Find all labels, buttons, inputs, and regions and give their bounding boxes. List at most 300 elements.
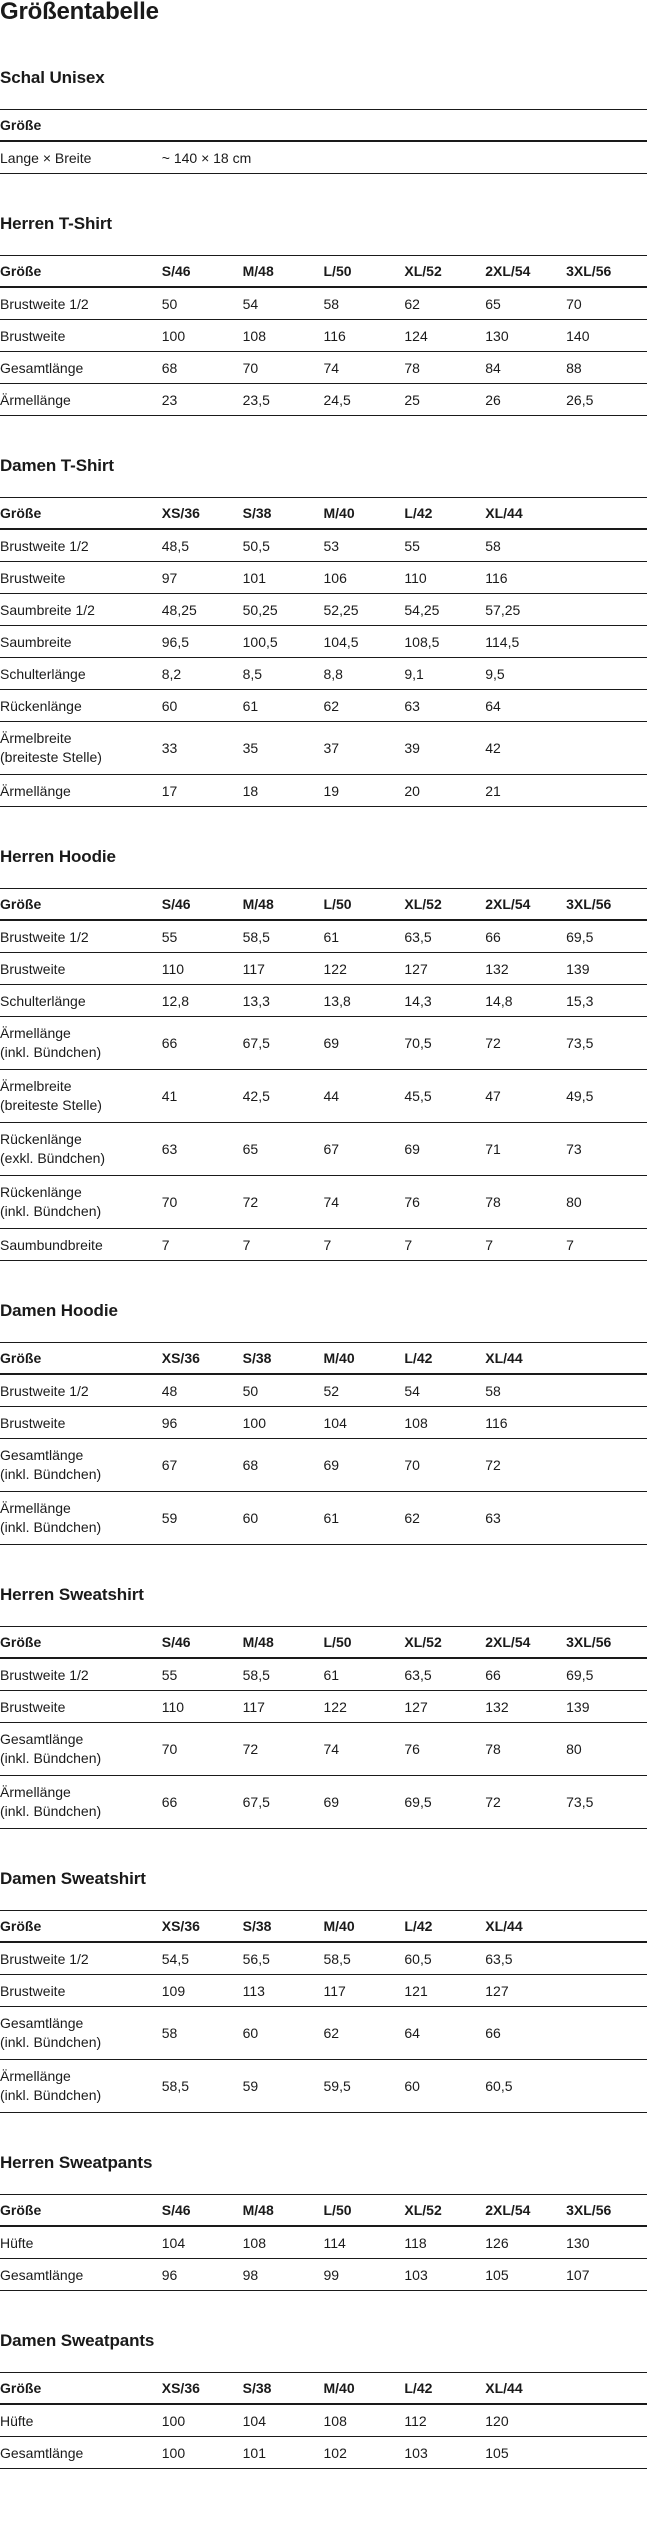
- cell-empty: [566, 2437, 647, 2469]
- table-row: [0, 920, 647, 953]
- cell-value: 108: [243, 320, 324, 352]
- cell-value: 88: [566, 352, 647, 384]
- cell-value: 35: [243, 722, 324, 775]
- cell-value: 73: [566, 1123, 647, 1176]
- cell-value: 74: [324, 352, 405, 384]
- cell-value: 114,5: [485, 626, 566, 658]
- cell-value: 61: [243, 690, 324, 722]
- cell-value: 104: [324, 1407, 405, 1439]
- size-table: [0, 1342, 647, 1545]
- cell-value: 24,5: [324, 384, 405, 416]
- header-size: S/38: [243, 1343, 324, 1375]
- header-size: 3XL/56: [566, 2195, 647, 2227]
- cell-value: 58,5: [162, 2060, 243, 2113]
- header-size: M/40: [324, 1343, 405, 1375]
- row-label: Rückenlänge (inkl. Bündchen): [0, 1176, 162, 1229]
- header-size: L/50: [324, 889, 405, 921]
- cell-value: 54,25: [404, 594, 485, 626]
- table-header-row: [0, 889, 647, 921]
- section-damen-sweatpants: [0, 2331, 647, 2469]
- header-size: XL/52: [404, 256, 485, 288]
- cell-value: 12,8: [162, 985, 243, 1017]
- cell-value: 59,5: [324, 2060, 405, 2113]
- cell-value: 60: [162, 690, 243, 722]
- row-label: Saumbundbreite: [0, 1229, 162, 1261]
- cell-value: 60: [243, 1492, 324, 1545]
- cell-value: 139: [566, 1691, 647, 1723]
- cell-empty: [566, 2007, 647, 2060]
- cell-value: 49,5: [566, 1070, 647, 1123]
- header-size: XS/36: [162, 498, 243, 530]
- cell-value: 67,5: [243, 1017, 324, 1070]
- table-header-row: [0, 498, 647, 530]
- cell-value: 78: [485, 1176, 566, 1229]
- cell-value: 50,5: [243, 529, 324, 562]
- header-label: Größe: [0, 889, 162, 921]
- row-label: Gesamtlänge: [0, 2259, 162, 2291]
- table-row: [0, 1176, 647, 1229]
- cell-value: 104,5: [324, 626, 405, 658]
- cell-value: 78: [404, 352, 485, 384]
- size-table: [0, 2372, 647, 2469]
- row-label: Gesamtlänge: [0, 2437, 162, 2469]
- header-size: XS/36: [162, 1343, 243, 1375]
- header-label: Größe: [0, 2195, 162, 2227]
- cell-value: 55: [162, 920, 243, 953]
- row-label: Brustweite 1/2: [0, 1374, 162, 1407]
- header-size: M/48: [243, 256, 324, 288]
- cell-value: 99: [324, 2259, 405, 2291]
- cell-value: 54: [404, 1374, 485, 1407]
- table-row: [0, 1229, 647, 1261]
- table-row: [0, 141, 647, 174]
- header-size: XL/52: [404, 1627, 485, 1659]
- cell-value: 21: [485, 775, 566, 807]
- cell-value: 14,8: [485, 985, 566, 1017]
- cell-value: 33: [162, 722, 243, 775]
- cell-value: 63: [485, 1492, 566, 1545]
- cell-value: 67: [324, 1123, 405, 1176]
- cell-value: 72: [485, 1017, 566, 1070]
- cell-value: 108: [404, 1407, 485, 1439]
- cell-value: 58: [485, 529, 566, 562]
- cell-value: 58,5: [243, 1658, 324, 1691]
- header-size: 2XL/54: [485, 2195, 566, 2227]
- cell-value: 130: [566, 2226, 647, 2259]
- header-size: M/40: [324, 498, 405, 530]
- cell-value: 25: [404, 384, 485, 416]
- cell-value: 70: [566, 287, 647, 320]
- table-row: [0, 658, 647, 690]
- header-size: M/40: [324, 1911, 405, 1943]
- table-row: [0, 1776, 647, 1829]
- size-table: [0, 109, 647, 174]
- cell-value: 69,5: [404, 1776, 485, 1829]
- section-damen-t-shirt: [0, 456, 647, 807]
- cell-value: 139: [566, 953, 647, 985]
- cell-value: 66: [162, 1776, 243, 1829]
- cell-empty: [566, 1975, 647, 2007]
- cell-value: 62: [404, 287, 485, 320]
- cell-value: 62: [404, 1492, 485, 1545]
- header-empty: [566, 1911, 647, 1943]
- cell-value: 107: [566, 2259, 647, 2291]
- header-size: XL/44: [485, 1911, 566, 1943]
- header-size: S/46: [162, 889, 243, 921]
- header-size: L/42: [404, 2373, 485, 2405]
- cell-value: 84: [485, 352, 566, 384]
- section-title: Herren Sweatpants: [0, 2153, 153, 2172]
- row-label: Ärmellänge: [0, 775, 162, 807]
- cell-value: 9,1: [404, 658, 485, 690]
- cell-value: 116: [485, 562, 566, 594]
- cell-value: 63,5: [404, 1658, 485, 1691]
- cell-value: 109: [162, 1975, 243, 2007]
- table-row: [0, 594, 647, 626]
- header-size: S/38: [243, 498, 324, 530]
- cell-empty: [566, 1374, 647, 1407]
- row-label: Hüfte: [0, 2226, 162, 2259]
- cell-value: 54: [243, 287, 324, 320]
- cell-value: 127: [485, 1975, 566, 2007]
- row-label: Ärmellänge (inkl. Bündchen): [0, 2060, 162, 2113]
- cell-value: 8,5: [243, 658, 324, 690]
- cell-value: 110: [162, 1691, 243, 1723]
- cell-value: 67,5: [243, 1776, 324, 1829]
- cell-value: 56,5: [243, 1942, 324, 1975]
- table-row: [0, 529, 647, 562]
- header-label: Größe: [0, 1911, 162, 1943]
- cell-value: 53: [324, 529, 405, 562]
- table-row: [0, 953, 647, 985]
- cell-value: 23,5: [243, 384, 324, 416]
- cell-empty: [566, 690, 647, 722]
- cell-value: 100,5: [243, 626, 324, 658]
- table-row: [0, 2060, 647, 2113]
- header-size: L/50: [324, 256, 405, 288]
- cell-empty: [566, 2404, 647, 2437]
- cell-value: 140: [566, 320, 647, 352]
- header-size: L/50: [324, 1627, 405, 1659]
- row-label: Brustweite: [0, 320, 162, 352]
- row-label: Rückenlänge: [0, 690, 162, 722]
- section-title: Herren T-Shirt: [0, 214, 112, 233]
- cell-value: 103: [404, 2259, 485, 2291]
- header-size: XS/36: [162, 2373, 243, 2405]
- cell-empty: [566, 722, 647, 775]
- header-size: XL/44: [485, 1343, 566, 1375]
- cell-value: 122: [324, 1691, 405, 1723]
- cell-value: 60,5: [404, 1942, 485, 1975]
- cell-empty: [566, 1439, 647, 1492]
- section-title: Damen Sweatpants: [0, 2331, 155, 2350]
- cell-value: 117: [243, 953, 324, 985]
- section-herren-sweatshirt: [0, 1585, 647, 1829]
- table-row: [0, 1070, 647, 1123]
- row-label: Brustweite 1/2: [0, 529, 162, 562]
- table-row: [0, 2007, 647, 2060]
- header-size: S/38: [243, 2373, 324, 2405]
- table-header-row: [0, 1343, 647, 1375]
- size-table: [0, 2194, 647, 2291]
- cell-value: 120: [485, 2404, 566, 2437]
- cell-value: 69: [324, 1017, 405, 1070]
- cell-value: 64: [404, 2007, 485, 2060]
- cell-value: 76: [404, 1723, 485, 1776]
- cell-value: 96,5: [162, 626, 243, 658]
- size-table: [0, 1910, 647, 2113]
- cell-value: 69: [324, 1439, 405, 1492]
- row-label: Ärmellänge (inkl. Bündchen): [0, 1492, 162, 1545]
- header-size: L/42: [404, 1911, 485, 1943]
- cell-value: 63: [404, 690, 485, 722]
- cell-value: 121: [404, 1975, 485, 2007]
- header-size: 3XL/56: [566, 1627, 647, 1659]
- cell-value: 7: [324, 1229, 405, 1261]
- cell-value: 72: [485, 1776, 566, 1829]
- table-row: [0, 1723, 647, 1776]
- header-size: S/46: [162, 1627, 243, 1659]
- cell-value: 100: [162, 2437, 243, 2469]
- cell-value: 13,8: [324, 985, 405, 1017]
- cell-value: 100: [162, 320, 243, 352]
- cell-value: 48: [162, 1374, 243, 1407]
- cell-value: 105: [485, 2437, 566, 2469]
- header-size: 2XL/54: [485, 1627, 566, 1659]
- section-title: Herren Hoodie: [0, 847, 116, 866]
- table-row: [0, 352, 647, 384]
- size-table: [0, 255, 647, 416]
- cell-value: 96: [162, 1407, 243, 1439]
- table-row: [0, 320, 647, 352]
- cell-value: 59: [162, 1492, 243, 1545]
- row-label: Gesamtlänge (inkl. Bündchen): [0, 2007, 162, 2060]
- table-row: [0, 2259, 647, 2291]
- cell-empty: [566, 594, 647, 626]
- cell-value: 126: [485, 2226, 566, 2259]
- cell-value: 104: [162, 2226, 243, 2259]
- row-label: Ärmellänge (inkl. Bündchen): [0, 1776, 162, 1829]
- cell-value: 65: [485, 287, 566, 320]
- header-size: S/46: [162, 2195, 243, 2227]
- cell-value: 110: [404, 562, 485, 594]
- cell-value: 105: [485, 2259, 566, 2291]
- cell-empty: [566, 1942, 647, 1975]
- table-row: [0, 287, 647, 320]
- cell-value: 73,5: [566, 1776, 647, 1829]
- row-value: ~ 140 × 18 cm: [162, 141, 647, 174]
- table-header-row: [0, 256, 647, 288]
- cell-value: 7: [566, 1229, 647, 1261]
- cell-value: 62: [324, 690, 405, 722]
- cell-value: 48,25: [162, 594, 243, 626]
- cell-value: 60,5: [485, 2060, 566, 2113]
- cell-value: 50,25: [243, 594, 324, 626]
- table-row: [0, 985, 647, 1017]
- section-herren-t-shirt: [0, 214, 647, 416]
- cell-value: 63,5: [404, 920, 485, 953]
- section-schal-unisex: [0, 68, 647, 174]
- cell-value: 108: [243, 2226, 324, 2259]
- cell-value: 113: [243, 1975, 324, 2007]
- cell-value: 69: [404, 1123, 485, 1176]
- cell-value: 64: [485, 690, 566, 722]
- cell-value: 60: [243, 2007, 324, 2060]
- cell-value: 108,5: [404, 626, 485, 658]
- cell-value: 74: [324, 1176, 405, 1229]
- row-label: Brustweite: [0, 1407, 162, 1439]
- row-label: Brustweite: [0, 1975, 162, 2007]
- row-label: Ärmellänge (inkl. Bündchen): [0, 1017, 162, 1070]
- cell-value: 78: [485, 1723, 566, 1776]
- cell-empty: [566, 2060, 647, 2113]
- row-label: Saumbreite: [0, 626, 162, 658]
- cell-value: 108: [324, 2404, 405, 2437]
- row-label: Saumbreite 1/2: [0, 594, 162, 626]
- row-label: Brustweite 1/2: [0, 287, 162, 320]
- cell-empty: [566, 1492, 647, 1545]
- table-header-row: [0, 2195, 647, 2227]
- cell-value: 50: [162, 287, 243, 320]
- cell-value: 48,5: [162, 529, 243, 562]
- cell-value: 127: [404, 953, 485, 985]
- table-row: [0, 775, 647, 807]
- header-size: L/42: [404, 1343, 485, 1375]
- table-header-row: [0, 1911, 647, 1943]
- section-title: Herren Sweatshirt: [0, 1585, 144, 1604]
- cell-value: 96: [162, 2259, 243, 2291]
- cell-value: 80: [566, 1176, 647, 1229]
- table-row: [0, 1439, 647, 1492]
- header-size: 2XL/54: [485, 889, 566, 921]
- cell-value: 80: [566, 1723, 647, 1776]
- section-title: Damen Sweatshirt: [0, 1869, 146, 1888]
- row-label: Ärmelbreite (breiteste Stelle): [0, 722, 162, 775]
- table-row: [0, 1017, 647, 1070]
- cell-value: 58: [324, 287, 405, 320]
- cell-value: 122: [324, 953, 405, 985]
- row-label: Schulterlänge: [0, 658, 162, 690]
- cell-empty: [566, 626, 647, 658]
- cell-value: 69,5: [566, 920, 647, 953]
- cell-value: 72: [243, 1723, 324, 1776]
- cell-value: 106: [324, 562, 405, 594]
- header-size: M/48: [243, 1627, 324, 1659]
- cell-value: 61: [324, 920, 405, 953]
- cell-value: 7: [404, 1229, 485, 1261]
- cell-value: 116: [485, 1407, 566, 1439]
- table-row: [0, 562, 647, 594]
- cell-value: 70: [243, 352, 324, 384]
- section-title: Damen Hoodie: [0, 1301, 118, 1320]
- cell-value: 127: [404, 1691, 485, 1723]
- cell-value: 20: [404, 775, 485, 807]
- page-title: Größentabelle: [0, 0, 159, 25]
- cell-value: 52: [324, 1374, 405, 1407]
- section-herren-sweatpants: [0, 2153, 647, 2291]
- section-title: Schal Unisex: [0, 68, 105, 87]
- cell-value: 7: [485, 1229, 566, 1261]
- header-empty: [566, 498, 647, 530]
- header-size: L/50: [324, 2195, 405, 2227]
- row-label: Ärmellänge: [0, 384, 162, 416]
- cell-empty: [566, 562, 647, 594]
- cell-value: 104: [243, 2404, 324, 2437]
- cell-value: 117: [324, 1975, 405, 2007]
- cell-value: 8,2: [162, 658, 243, 690]
- cell-value: 76: [404, 1176, 485, 1229]
- cell-value: 9,5: [485, 658, 566, 690]
- cell-value: 71: [485, 1123, 566, 1176]
- cell-value: 70,5: [404, 1017, 485, 1070]
- size-table: [0, 888, 647, 1261]
- cell-value: 124: [404, 320, 485, 352]
- header-size: XL/52: [404, 2195, 485, 2227]
- cell-empty: [566, 1407, 647, 1439]
- cell-value: 60: [404, 2060, 485, 2113]
- section-herren-hoodie: [0, 847, 647, 1261]
- cell-value: 98: [243, 2259, 324, 2291]
- cell-value: 102: [324, 2437, 405, 2469]
- cell-value: 44: [324, 1070, 405, 1123]
- cell-value: 114: [324, 2226, 405, 2259]
- table-row: [0, 2404, 647, 2437]
- header-size: 3XL/56: [566, 889, 647, 921]
- header-size: 2XL/54: [485, 256, 566, 288]
- header-size: M/48: [243, 2195, 324, 2227]
- cell-value: 66: [485, 2007, 566, 2060]
- table-row: [0, 384, 647, 416]
- cell-value: 41: [162, 1070, 243, 1123]
- cell-value: 101: [243, 2437, 324, 2469]
- table-row: [0, 1975, 647, 2007]
- row-label: Hüfte: [0, 2404, 162, 2437]
- cell-value: 70: [162, 1723, 243, 1776]
- cell-value: 59: [243, 2060, 324, 2113]
- row-label: Brustweite 1/2: [0, 1942, 162, 1975]
- cell-value: 54,5: [162, 1942, 243, 1975]
- cell-value: 70: [162, 1176, 243, 1229]
- cell-value: 18: [243, 775, 324, 807]
- header-label: Größe: [0, 1343, 162, 1375]
- row-label: Ärmelbreite (breiteste Stelle): [0, 1070, 162, 1123]
- table-row: [0, 1407, 647, 1439]
- cell-value: 66: [485, 920, 566, 953]
- row-label: Brustweite: [0, 953, 162, 985]
- table-row: [0, 1123, 647, 1176]
- cell-value: 14,3: [404, 985, 485, 1017]
- row-label: Brustweite: [0, 562, 162, 594]
- cell-value: 62: [324, 2007, 405, 2060]
- cell-value: 97: [162, 562, 243, 594]
- cell-value: 73,5: [566, 1017, 647, 1070]
- cell-value: 61: [324, 1492, 405, 1545]
- header-size: M/40: [324, 2373, 405, 2405]
- header-size: XL/44: [485, 2373, 566, 2405]
- cell-value: 66: [485, 1658, 566, 1691]
- row-label: Brustweite 1/2: [0, 1658, 162, 1691]
- header-label: Größe: [0, 1627, 162, 1659]
- cell-value: 58: [485, 1374, 566, 1407]
- cell-value: 72: [243, 1176, 324, 1229]
- cell-value: 7: [243, 1229, 324, 1261]
- cell-value: 7: [162, 1229, 243, 1261]
- row-label: Lange × Breite: [0, 141, 162, 174]
- cell-value: 19: [324, 775, 405, 807]
- cell-value: 39: [404, 722, 485, 775]
- header-label: Größe: [0, 110, 647, 142]
- sections-container: [0, 68, 647, 2469]
